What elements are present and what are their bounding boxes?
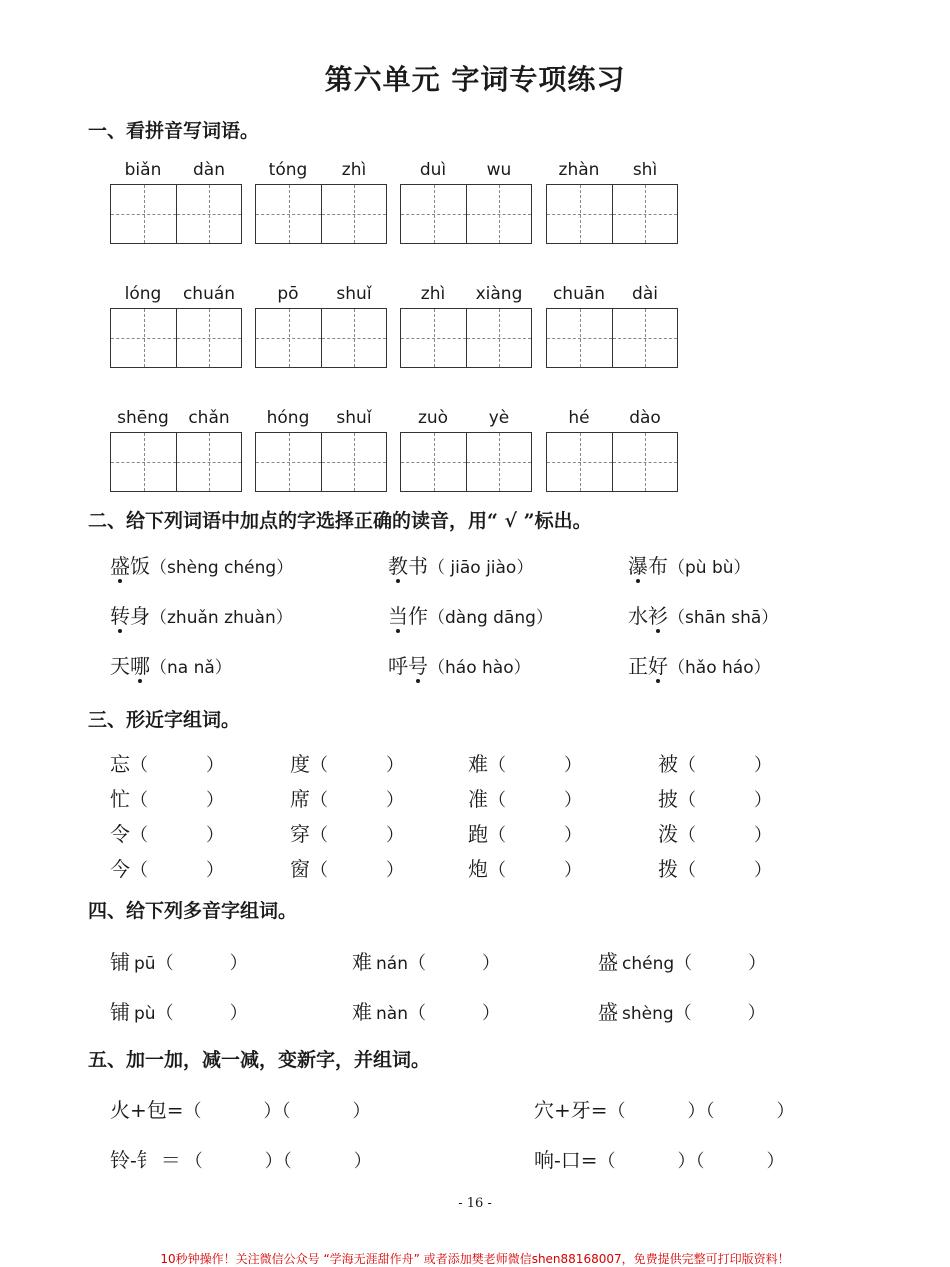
reading-options[interactable]: （ jiāo jiào） xyxy=(428,558,534,578)
word-char: 水 xyxy=(628,604,648,628)
answer-paren-open: （ xyxy=(310,790,328,811)
writing-cell[interactable] xyxy=(111,433,176,491)
answer-paren-open: （ xyxy=(673,1003,692,1024)
polyphone-pinyin: pū xyxy=(134,954,156,974)
writing-box xyxy=(110,432,242,492)
reading-options[interactable]: （shèng chéng） xyxy=(150,558,294,578)
answer-paren-close: ） xyxy=(776,1101,795,1122)
dotted-char: 哪 xyxy=(130,654,150,678)
writing-box xyxy=(546,432,678,492)
word-char: 正 xyxy=(628,654,648,678)
answer-paren-open: （ xyxy=(597,1151,616,1172)
writing-box xyxy=(255,184,387,244)
writing-cell[interactable] xyxy=(176,185,241,243)
answer-paren-open: （ xyxy=(607,1101,626,1122)
answer-paren-open: （ xyxy=(130,825,148,846)
reading-options[interactable]: （na nǎ） xyxy=(150,658,232,678)
similar-char-item xyxy=(468,818,582,847)
similar-char-item xyxy=(468,748,582,777)
answer-paren-open: （ xyxy=(130,860,148,881)
pinyin-syllable: wu xyxy=(486,160,512,180)
pinyin-label xyxy=(546,408,678,430)
dotted-char: 瀑 xyxy=(628,554,648,578)
answer-paren-open: （ xyxy=(183,1101,202,1122)
polyphone-char: 铺 xyxy=(110,1000,130,1024)
similar-char: 窗 xyxy=(290,857,310,881)
similar-char-item xyxy=(658,818,772,847)
dotted-char: 号 xyxy=(408,654,428,678)
pinyin-syllable: hóng xyxy=(266,408,310,428)
answer-paren-open: （ xyxy=(488,825,506,846)
writing-box xyxy=(400,184,532,244)
pinyin-label xyxy=(546,160,678,182)
similar-char: 令 xyxy=(110,822,130,846)
answer-paren-close: ） xyxy=(677,1151,696,1172)
polyphone-char: 难 xyxy=(352,950,372,974)
page-number: - 16 - xyxy=(458,1196,492,1211)
writing-cell[interactable] xyxy=(466,309,531,367)
answer-paren-open: （ xyxy=(695,1151,705,1172)
answer-paren-open: （ xyxy=(282,1151,292,1172)
similar-char: 炮 xyxy=(468,857,488,881)
similar-char: 拨 xyxy=(658,857,678,881)
reading-options[interactable]: （hǎo háo） xyxy=(668,658,771,678)
pinyin-label xyxy=(110,160,242,182)
polyphone-pinyin: nàn xyxy=(376,1004,408,1024)
reading-item xyxy=(110,600,293,629)
pinyin-label xyxy=(255,408,387,430)
pinyin-syllable: dàn xyxy=(193,160,225,180)
answer-paren-open: （ xyxy=(130,755,148,776)
answer-paren-close: ） xyxy=(564,860,582,881)
polyphone-item xyxy=(352,996,500,1025)
equation-expr: 火+包= xyxy=(110,1098,184,1122)
equation-expr: 铃-钅 xyxy=(110,1148,157,1172)
polyphone-pinyin: chéng xyxy=(622,954,675,974)
answer-paren-close: ） xyxy=(229,1003,248,1024)
similar-char-item xyxy=(290,818,404,847)
similar-char: 难 xyxy=(468,752,488,776)
similar-char: 度 xyxy=(290,752,310,776)
answer-paren-close: ） xyxy=(564,825,582,846)
polyphone-item xyxy=(352,946,500,975)
page-title: 第六单元 字词专项练习 xyxy=(324,63,626,96)
reading-item xyxy=(110,550,293,579)
answer-paren-close: ） xyxy=(754,825,772,846)
writing-cell[interactable] xyxy=(321,433,386,491)
reading-item xyxy=(628,650,771,679)
writing-cell[interactable] xyxy=(111,185,176,243)
equation-sign: ＝ xyxy=(160,1148,181,1172)
answer-paren-close: ） xyxy=(386,790,404,811)
pinyin-syllable: dài xyxy=(632,284,658,304)
similar-char-item xyxy=(110,818,224,847)
pinyin-syllable: shuǐ xyxy=(336,408,372,428)
word-char: 作 xyxy=(408,604,428,628)
word-char: 饭 xyxy=(130,554,150,578)
similar-char: 今 xyxy=(110,857,130,881)
reading-item xyxy=(388,600,553,629)
polyphone-pinyin: shèng xyxy=(622,1004,674,1024)
similar-char-item xyxy=(290,853,404,882)
answer-paren-open: （ xyxy=(678,860,696,881)
pinyin-syllable: zhì xyxy=(341,160,367,180)
word-char: 呼 xyxy=(388,654,408,678)
answer-paren-close: ） xyxy=(263,1101,282,1122)
answer-paren-open: （ xyxy=(184,1151,203,1172)
pinyin-syllable: tóng xyxy=(268,160,308,180)
dotted-char: 盛 xyxy=(110,554,130,578)
polyphone-pinyin: pù xyxy=(134,1004,156,1024)
writing-cell[interactable] xyxy=(321,309,386,367)
dotted-char: 好 xyxy=(648,654,668,678)
pinyin-label xyxy=(255,284,387,306)
writing-cell[interactable] xyxy=(547,185,612,243)
similar-char: 准 xyxy=(468,787,488,811)
pinyin-label xyxy=(546,284,678,306)
similar-char-item xyxy=(468,853,582,882)
pinyin-syllable: dào xyxy=(629,408,661,428)
answer-paren-open: （ xyxy=(155,953,174,974)
reading-item xyxy=(110,650,232,679)
similar-char: 忘 xyxy=(110,752,130,776)
writing-cell[interactable] xyxy=(547,433,612,491)
writing-box xyxy=(255,308,387,368)
section-5-heading: 五、加一加，减一减，变新字，并组词。 xyxy=(88,1049,431,1071)
answer-paren-close: ） xyxy=(481,953,500,974)
answer-paren-open: （ xyxy=(678,790,696,811)
word-char: 书 xyxy=(408,554,428,578)
section-2-heading: 二、给下列词语中加点的字选择正确的读音，用“ √ ”标出。 xyxy=(88,510,592,532)
similar-char: 泼 xyxy=(658,822,678,846)
section-4-heading: 四、给下列多音字组词。 xyxy=(88,900,298,922)
writing-box xyxy=(546,308,678,368)
pinyin-label xyxy=(400,408,532,430)
answer-paren-close: ） xyxy=(766,1151,785,1172)
answer-paren-open: （ xyxy=(155,1003,174,1024)
pinyin-syllable: shì xyxy=(632,160,658,180)
answer-paren-close: ） xyxy=(754,860,772,881)
writing-box xyxy=(110,184,242,244)
similar-char: 跑 xyxy=(468,822,488,846)
answer-paren-close: ） xyxy=(564,790,582,811)
dotted-char: 教 xyxy=(388,554,408,578)
dotted-char: 当 xyxy=(388,604,408,628)
writing-cell[interactable] xyxy=(612,309,677,367)
similar-char: 穿 xyxy=(290,822,310,846)
polyphone-item xyxy=(110,946,248,975)
pinyin-syllable: chǎn xyxy=(188,408,230,428)
pinyin-syllable: shēng xyxy=(117,408,169,428)
answer-paren-close: ） xyxy=(564,755,582,776)
equation-item xyxy=(534,1094,795,1123)
similar-char: 忙 xyxy=(110,787,130,811)
polyphone-item xyxy=(110,996,248,1025)
pinyin-syllable: pō xyxy=(277,284,299,304)
reading-options[interactable]: （zhuǎn zhuàn） xyxy=(150,608,293,628)
pinyin-label xyxy=(110,284,242,306)
writing-cell[interactable] xyxy=(256,433,321,491)
writing-cell[interactable] xyxy=(612,185,677,243)
pinyin-syllable: duì xyxy=(419,160,447,180)
answer-paren-open: （ xyxy=(678,755,696,776)
answer-paren-close: ） xyxy=(754,790,772,811)
pinyin-syllable: yè xyxy=(488,408,510,428)
writing-box xyxy=(255,432,387,492)
answer-paren-open: （ xyxy=(407,1003,426,1024)
footer-note: 10秒钟操作！关注微信公众号 “学海无涯甜作舟” 或者添加樊老师微信shen88168007，免费提供完整可打印版资料！ xyxy=(160,1252,790,1266)
similar-char-item xyxy=(110,748,224,777)
dotted-char: 转 xyxy=(110,604,130,628)
writing-box xyxy=(546,184,678,244)
equation-expr: 响-口= xyxy=(534,1148,598,1172)
writing-box xyxy=(400,432,532,492)
writing-cell[interactable] xyxy=(401,185,466,243)
pinyin-label xyxy=(400,284,532,306)
pinyin-label xyxy=(255,160,387,182)
pinyin-syllable: zhì xyxy=(420,284,446,304)
answer-paren-close: ） xyxy=(747,1003,766,1024)
answer-paren-close: ） xyxy=(754,755,772,776)
answer-paren-close: ） xyxy=(687,1101,706,1122)
writing-cell[interactable] xyxy=(401,433,466,491)
answer-paren-close: ） xyxy=(748,953,767,974)
reading-options[interactable]: （dàng dāng） xyxy=(428,608,553,628)
section-3-heading: 三、形近字组词。 xyxy=(88,709,241,731)
answer-paren-close: ） xyxy=(206,825,224,846)
dotted-char: 衫 xyxy=(648,604,668,628)
word-char: 身 xyxy=(130,604,150,628)
pinyin-syllable: xiàng xyxy=(475,284,523,304)
writing-cell[interactable] xyxy=(256,185,321,243)
reading-options[interactable]: （háo hào） xyxy=(428,658,531,678)
polyphone-pinyin: nán xyxy=(376,954,408,974)
answer-paren-open: （ xyxy=(705,1101,715,1122)
pinyin-label xyxy=(400,160,532,182)
writing-cell[interactable] xyxy=(111,309,176,367)
pinyin-syllable: shuǐ xyxy=(336,284,372,304)
similar-char-item xyxy=(658,783,772,812)
pinyin-label xyxy=(110,408,242,430)
pinyin-syllable: hé xyxy=(568,408,590,428)
similar-char-item xyxy=(290,783,404,812)
answer-paren-close: ） xyxy=(206,790,224,811)
polyphone-char: 盛 xyxy=(598,950,618,974)
writing-cell[interactable] xyxy=(176,309,241,367)
pinyin-syllable: biǎn xyxy=(124,160,162,180)
reading-item xyxy=(388,650,531,679)
answer-paren-open: （ xyxy=(674,953,693,974)
writing-box xyxy=(400,308,532,368)
answer-paren-close: ） xyxy=(386,825,404,846)
reading-item xyxy=(388,550,533,579)
similar-char: 席 xyxy=(290,787,310,811)
similar-char-item xyxy=(290,748,404,777)
writing-cell[interactable] xyxy=(466,433,531,491)
writing-cell[interactable] xyxy=(401,309,466,367)
polyphone-item xyxy=(598,996,766,1025)
pinyin-syllable: zuò xyxy=(417,408,449,428)
answer-paren-close: ） xyxy=(481,1003,500,1024)
answer-paren-open: （ xyxy=(407,953,426,974)
similar-char: 被 xyxy=(658,752,678,776)
similar-char-item xyxy=(110,783,224,812)
answer-paren-close: ） xyxy=(206,860,224,881)
pinyin-syllable: chuán xyxy=(182,284,236,304)
polyphone-char: 铺 xyxy=(110,950,130,974)
writing-cell[interactable] xyxy=(321,185,386,243)
answer-paren-close: ） xyxy=(386,860,404,881)
pinyin-syllable: lóng xyxy=(124,284,162,304)
answer-paren-close: ） xyxy=(264,1151,283,1172)
reading-options[interactable]: （shān shā） xyxy=(668,608,779,628)
similar-char-item xyxy=(658,853,772,882)
equation-item xyxy=(534,1144,785,1173)
similar-char: 披 xyxy=(658,787,678,811)
equation-item xyxy=(110,1094,371,1123)
word-char: 布 xyxy=(648,554,668,578)
word-char: 天 xyxy=(110,654,130,678)
answer-paren-close: ） xyxy=(206,755,224,776)
answer-paren-open: （ xyxy=(130,790,148,811)
writing-cell[interactable] xyxy=(466,185,531,243)
answer-paren-close: ） xyxy=(352,1101,371,1122)
answer-paren-close: ） xyxy=(229,953,248,974)
reading-options[interactable]: （pù bù） xyxy=(668,558,751,578)
section-1-heading: 一、看拼音写词语。 xyxy=(88,120,260,142)
answer-paren-open: （ xyxy=(488,860,506,881)
answer-paren-open: （ xyxy=(310,860,328,881)
answer-paren-open: （ xyxy=(488,755,506,776)
pinyin-syllable: chuān xyxy=(552,284,606,304)
similar-char-item xyxy=(468,783,582,812)
pinyin-syllable: zhàn xyxy=(558,160,600,180)
reading-item xyxy=(628,600,778,629)
polyphone-char: 盛 xyxy=(598,1000,618,1024)
writing-cell[interactable] xyxy=(256,309,321,367)
writing-cell[interactable] xyxy=(547,309,612,367)
writing-box xyxy=(110,308,242,368)
reading-item xyxy=(628,550,751,579)
answer-paren-close: ） xyxy=(386,755,404,776)
writing-cell[interactable] xyxy=(176,433,241,491)
similar-char-item xyxy=(110,853,224,882)
answer-paren-open: （ xyxy=(310,755,328,776)
equation-expr: 穴+牙= xyxy=(534,1098,608,1122)
polyphone-char: 难 xyxy=(352,1000,372,1024)
answer-paren-close: ） xyxy=(353,1151,372,1172)
polyphone-item xyxy=(598,946,766,975)
answer-paren-open: （ xyxy=(488,790,506,811)
answer-paren-open: （ xyxy=(310,825,328,846)
similar-char-item xyxy=(658,748,772,777)
answer-paren-open: （ xyxy=(678,825,696,846)
equation-item xyxy=(110,1144,372,1173)
writing-cell[interactable] xyxy=(612,433,677,491)
answer-paren-open: （ xyxy=(281,1101,291,1122)
